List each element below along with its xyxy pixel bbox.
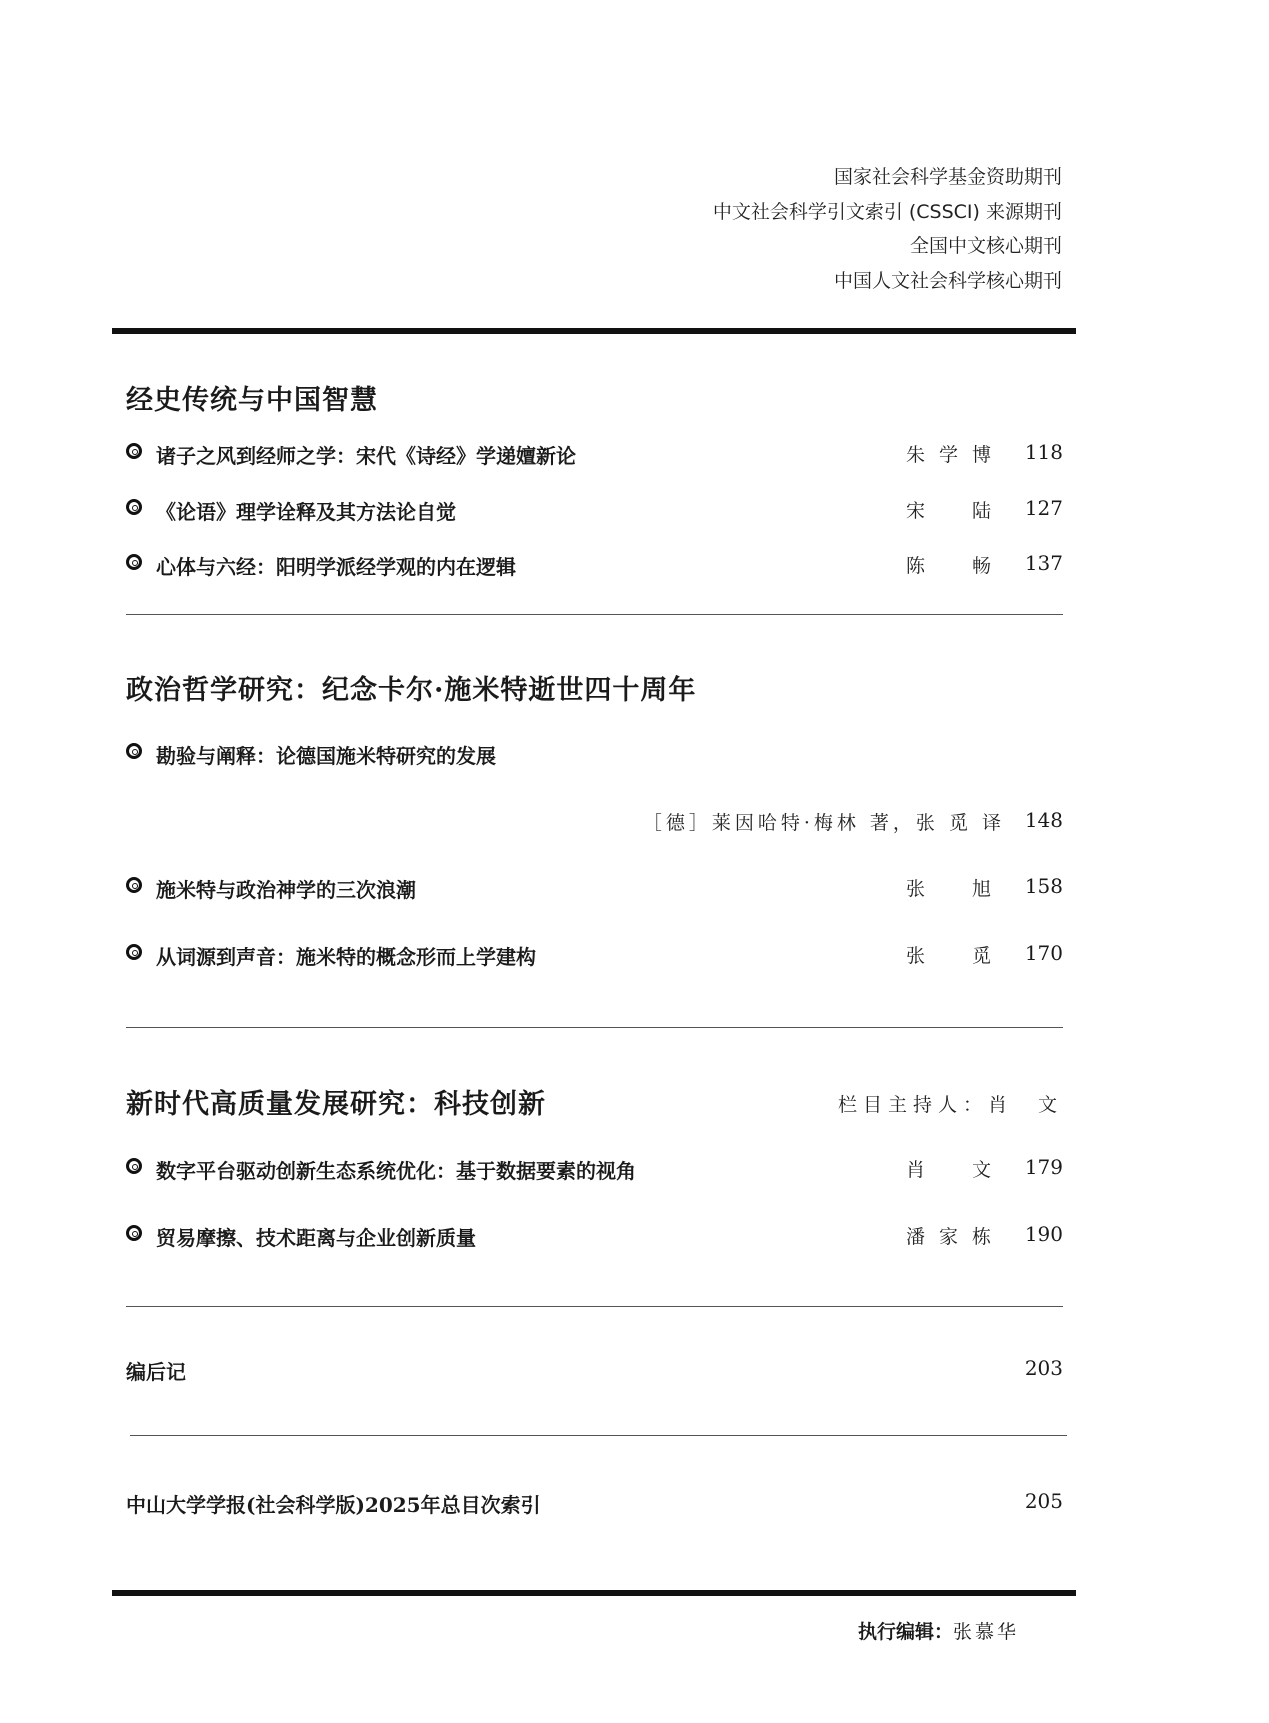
entry-author: 潘家栋 — [905, 1226, 1005, 1248]
entry-title: 《论语》理学诠释及其方法论自觉 — [156, 500, 456, 524]
entry-title: 诸子之风到经师之学：宋代《诗经》学递嬗新论 — [156, 444, 576, 468]
entry-author: 朱学博 — [905, 444, 1005, 466]
afterword-page: 203 — [1024, 1356, 1063, 1380]
toc-entry[interactable] — [126, 1222, 1063, 1252]
indexing-line: 国家社会科学基金资助期刊 — [833, 166, 1062, 188]
entry-page: 137 — [1024, 551, 1063, 575]
afterword-title[interactable]: 编后记 — [126, 1360, 186, 1384]
indexing-list — [713, 160, 1062, 298]
section-title: 经史传统与中国智慧 — [126, 385, 378, 416]
executive-editor — [858, 1617, 1019, 1644]
bullseye-icon — [126, 944, 142, 960]
annual-index-title[interactable]: 中山大学学报(社会科学版)2025年总目次索引 — [126, 1493, 541, 1517]
section-title: 新时代高质量发展研究：科技创新 — [126, 1089, 546, 1120]
entry-author-translator: ［德］莱因哈特·梅林 著，张 觅 译 — [642, 812, 1005, 834]
entry-title: 勘验与阐释：论德国施米特研究的发展 — [156, 744, 496, 768]
section-divider — [130, 1435, 1067, 1436]
entry-title: 数字平台驱动创新生态系统优化：基于数据要素的视角 — [156, 1159, 636, 1183]
entry-page: 148 — [1024, 808, 1063, 832]
entry-page: 158 — [1024, 874, 1063, 898]
entry-title: 心体与六经：阳明学派经学观的内在逻辑 — [156, 555, 516, 579]
entry-page: 179 — [1024, 1155, 1063, 1179]
entry-title: 从词源到声音：施米特的概念形而上学建构 — [156, 945, 536, 969]
entry-author: 陈 畅 — [905, 555, 1005, 577]
section-title: 政治哲学研究：纪念卡尔·施米特逝世四十周年 — [126, 675, 697, 706]
bullseye-icon — [126, 499, 142, 515]
entry-author: 肖 文 — [905, 1159, 1005, 1181]
bottom-divider — [112, 1590, 1076, 1596]
toc-entry[interactable] — [126, 740, 1063, 770]
section-divider — [126, 614, 1063, 615]
bullseye-icon — [126, 443, 142, 459]
toc-entry[interactable] — [126, 496, 1063, 526]
entry-page: 190 — [1024, 1222, 1063, 1246]
entry-title: 施米特与政治神学的三次浪潮 — [156, 878, 416, 902]
bullseye-icon — [126, 877, 142, 893]
bullseye-icon — [126, 743, 142, 759]
entry-page: 170 — [1024, 941, 1063, 965]
entry-page: 118 — [1024, 440, 1063, 464]
entry-title: 贸易摩擦、技术距离与企业创新质量 — [156, 1226, 476, 1250]
editor-name: 张慕华 — [953, 1621, 1020, 1643]
indexing-line: 中国人文社会科学核心期刊 — [833, 269, 1062, 292]
indexing-line: 全国中文核心期刊 — [909, 235, 1062, 257]
bullseye-icon — [126, 554, 142, 570]
column-host: 栏目主持人：肖 文 — [837, 1094, 1063, 1116]
editor-label: 执行编辑： — [858, 1621, 954, 1643]
entry-author: 张 旭 — [905, 878, 1005, 900]
top-divider — [112, 328, 1076, 334]
indexing-line: 中文社会科学引文索引 (CSSCI) 来源期刊 — [712, 200, 1062, 223]
annual-index-page: 205 — [1024, 1489, 1063, 1513]
entry-author: 宋 陆 — [905, 500, 1005, 522]
entry-page: 127 — [1024, 496, 1063, 520]
bullseye-icon — [126, 1225, 142, 1241]
entry-author: 张 觅 — [905, 945, 1005, 967]
toc-entry[interactable] — [126, 440, 1063, 470]
toc-entry[interactable] — [126, 1155, 1063, 1185]
toc-entry[interactable] — [126, 941, 1063, 971]
section-divider — [126, 1306, 1063, 1307]
bullseye-icon — [126, 1158, 142, 1174]
toc-entry[interactable] — [126, 551, 1063, 581]
toc-entry[interactable] — [126, 874, 1063, 904]
section-divider — [126, 1027, 1063, 1028]
